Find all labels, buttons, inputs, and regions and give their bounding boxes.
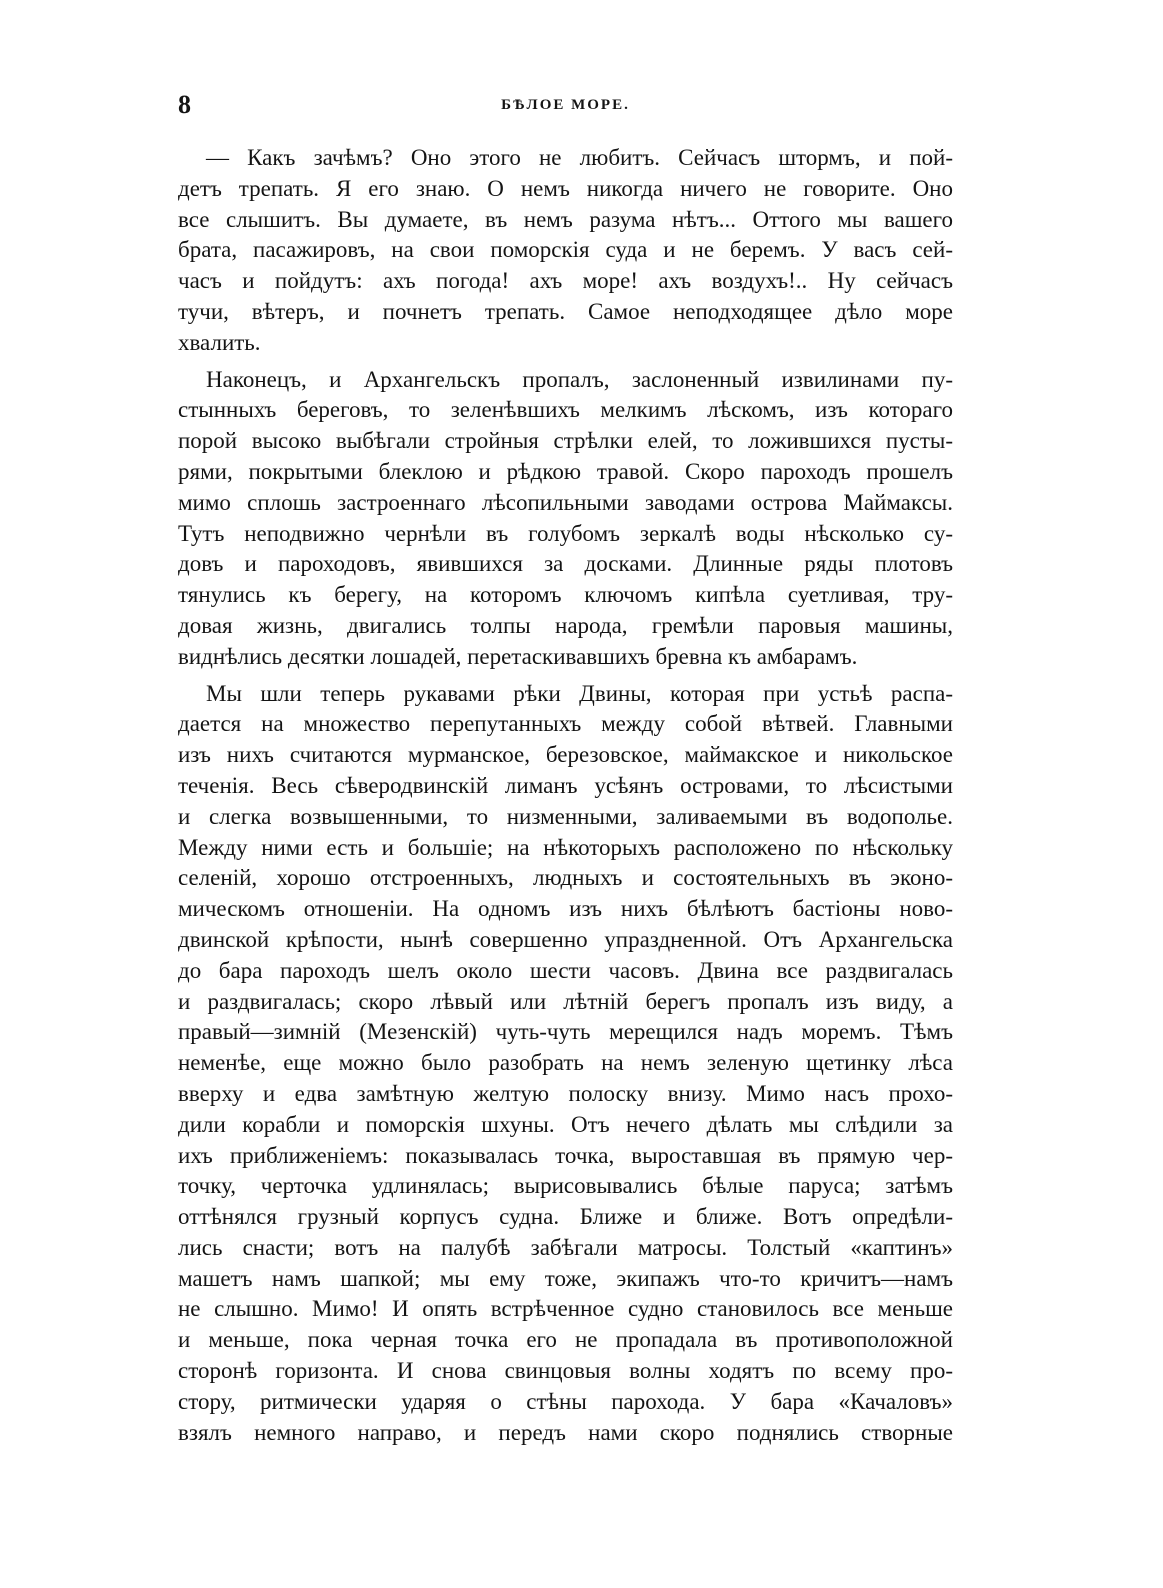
text-line: сторонѣ горизонта. И снова свинцовыя волны ходятъ по всему про- — [178, 1358, 953, 1384]
text-line: часъ и пойдутъ: ахъ погода! ахъ море! ахъ воздухъ!.. Ну сейчасъ — [178, 268, 953, 294]
text-line: тянулись къ берегу, на которомъ ключомъ кипѣла суетливая, тру- — [178, 582, 953, 608]
text-line: дается на множество перепутанныхъ между собой вѣтвей. Главными — [178, 711, 953, 737]
text-line: довая жизнь, двигались толпы народа, гремѣли паровыя машины, — [178, 612, 953, 638]
text-line: мимо сплошь застроеннаго лѣсопильными заводами острова Маймаксы. — [178, 489, 953, 515]
text-line: неменѣе, еще можно было разобрать на немъ зеленую щетинку лѣса — [178, 1050, 953, 1076]
text-line: оттѣнялся грузный корпусъ судна. Ближе и ближе. Вотъ опредѣли- — [178, 1204, 953, 1230]
text-line: до бара пароходъ шелъ около шести часовъ. Двина все раздвигалась — [178, 957, 953, 983]
text-line: детъ трепать. Я его знаю. О немъ никогда ничего не говорите. Оно — [178, 175, 953, 201]
text-line: Тутъ неподвижно чернѣли въ голубомъ зеркалѣ воды нѣсколько су- — [178, 520, 953, 546]
text-line: брата, пасажировъ, на свои поморскія суда и не беремъ. У васъ сей- — [178, 237, 953, 263]
text-line: машетъ намъ шапкой; мы ему тоже, экипажъ что-то кричитъ—намъ — [178, 1265, 953, 1291]
text-line: двинской крѣпости, нынѣ совершенно упраздненной. Отъ Архангельска — [178, 926, 953, 952]
text-line: тучи, вѣтеръ, и почнетъ трепать. Самое неподходящее дѣло море — [178, 298, 953, 324]
body-text — [178, 143, 953, 1448]
text-line: довъ и пароходовъ, явившихся за досками. Длинные ряды плотовъ — [178, 551, 953, 577]
text-line: Наконецъ, и Архангельскъ пропалъ, заслоненный извилинами пу- — [206, 366, 953, 392]
text-line: Между ними есть и большіе; на нѣкоторыхъ расположено по нѣскольку — [178, 834, 953, 860]
text-line: и раздвигалась; скоро лѣвый или лѣтній берегъ пропалъ изъ виду, а — [178, 988, 953, 1014]
text-line: виднѣлись десятки лошадей, перетаскивавшихъ бревна къ амбарамъ. — [178, 643, 858, 669]
text-line: не слышно. Мимо! И опять встрѣченное судно становилось все меньше — [178, 1296, 953, 1322]
text-line: порой высоко выбѣгали стройныя стрѣлки елей, то ложившихся пусты- — [178, 428, 953, 454]
text-line: лись снасти; вотъ на палубѣ забѣгали матросы. Толстый «каптинъ» — [178, 1234, 953, 1260]
text-line: правый—зимній (Мезенскій) чуть-чуть мерещился надъ моремъ. Тѣмъ — [178, 1019, 953, 1045]
text-line: точку, черточка удлинялась; вырисовывались бѣлые паруса; затѣмъ — [178, 1173, 953, 1199]
text-line: все слышитъ. Вы думаете, въ немъ разума нѣтъ... Оттого мы вашего — [178, 206, 953, 232]
text-line: взялъ немного направо, и передъ нами скоро поднялись створные — [178, 1419, 953, 1445]
text-line: дили корабли и поморскія шхуны. Отъ нечего дѣлать мы слѣдили за — [178, 1111, 953, 1137]
text-line: теченія. Весь сѣверодвинскій лиманъ усѣянъ островами, то лѣсистыми — [178, 772, 953, 798]
text-line: рями, покрытыми блеклою и рѣдкою травой. Скоро пароходъ прошелъ — [178, 458, 953, 484]
text-line: селеній, хорошо отстроенныхъ, людныхъ и состоятельныхъ въ эконо- — [178, 865, 953, 891]
text-line: Мы шли теперь рукавами рѣки Двины, которая при устьѣ распа- — [206, 680, 953, 706]
text-line: и слегка возвышенными, то низменными, заливаемыми въ водополье. — [178, 803, 953, 829]
text-line: хвалить. — [178, 329, 261, 355]
page-header — [178, 88, 953, 122]
text-line: стынныхъ береговъ, то зеленѣвшихъ мелкимъ лѣскомъ, изъ котораго — [178, 397, 953, 423]
text-line: — Какъ зачѣмъ? Оно этого не любитъ. Сейчасъ штормъ, и пой- — [206, 145, 953, 170]
text-line: изъ нихъ считаются мурманское, березовское, маймакское и никольское — [178, 742, 953, 768]
page-number: 8 — [178, 90, 191, 119]
text-line: стору, ритмически ударяя о стѣны парохода. У бара «Качаловъ» — [178, 1388, 953, 1414]
text-line: ихъ приближеніемъ: показывалась точка, выроставшая въ прямую чер- — [178, 1142, 953, 1168]
text-line: вверху и едва замѣтную желтую полоску внизу. Мимо насъ прохо- — [178, 1080, 953, 1106]
running-title: БѢЛОЕ МОРЕ. — [501, 97, 630, 113]
text-line: мическомъ отношеніи. На одномъ изъ нихъ бѣлѣютъ бастіоны ново- — [178, 896, 953, 922]
text-line: и меньше, пока черная точка его не пропадала въ противоположной — [178, 1327, 953, 1353]
